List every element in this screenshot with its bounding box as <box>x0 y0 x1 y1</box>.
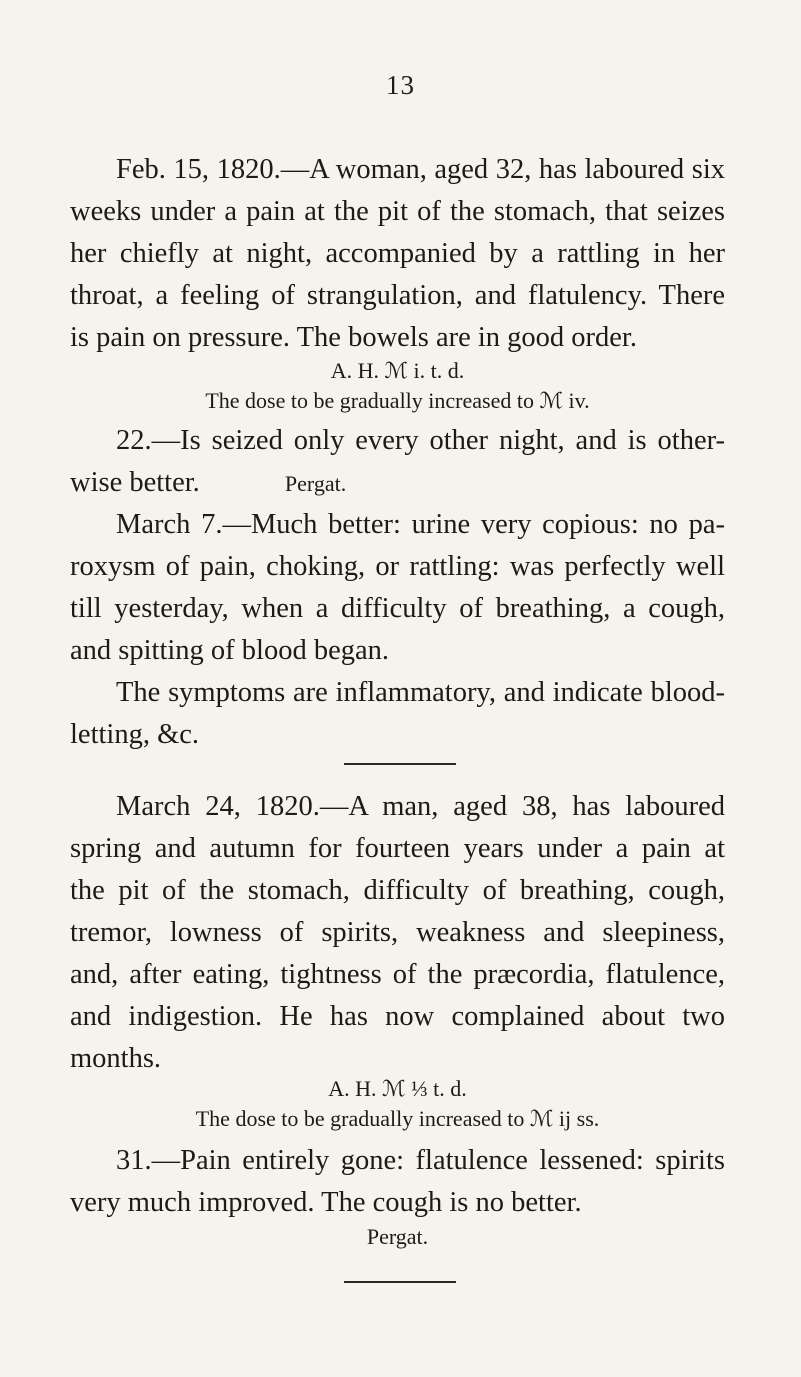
section-divider <box>344 763 456 765</box>
text-line: Feb. 15, 1820.—A woman, aged 32, has laboured six <box>116 154 725 185</box>
text-line: and, after eating, tightness of the præcordia, flatulence, <box>70 959 725 990</box>
text-line: weeks under a pain at the pit of the stomach, that seizes <box>70 196 725 227</box>
case-2-prescription <box>70 1074 725 1134</box>
section-divider <box>344 1281 456 1283</box>
prescription: A. H. ℳ i. t. d. <box>330 358 465 383</box>
text-line: and spitting of blood began. <box>70 635 389 666</box>
text-line: till yesterday, when a difficulty of breathing, a cough, <box>70 593 725 624</box>
text-line: 22.—Is seized only every other night, and is other- <box>116 425 725 456</box>
dose-note: The dose to be gradually increased to ℳ ij ss. <box>195 1106 600 1131</box>
text-line: very much improved. The cough is no better. <box>70 1187 582 1218</box>
text-line: throat, a feeling of strangulation, and flatulency. There <box>70 280 725 311</box>
case-2-pergat: Pergat. <box>366 1224 429 1249</box>
text-fragment: wise better. <box>70 467 200 498</box>
text-line: March 7.—Much better: urine very copious: no pa- <box>116 509 725 540</box>
text-line: and indigestion. He has now complained about two <box>70 1001 725 1032</box>
text-line: March 24, 1820.—A man, aged 38, has laboured <box>116 791 725 822</box>
dose-note: The dose to be gradually increased to ℳ iv. <box>205 388 590 413</box>
case-1-followup-22 <box>70 420 725 505</box>
text-line: letting, &c. <box>70 719 200 750</box>
text-line: roxysm of pain, choking, or rattling: was perfectly well <box>70 551 725 582</box>
case-2-followup-31 <box>70 1140 725 1224</box>
text-line: The symptoms are inflammatory, and indicate blood- <box>116 677 725 708</box>
case-1-followup-march7 <box>70 504 725 672</box>
prescription: A. H. ℳ ⅓ t. d. <box>328 1076 467 1101</box>
text-line: the pit of the stomach, difficulty of breathing, cough, <box>70 875 725 906</box>
text-line: spring and autumn for fourteen years under a pain at <box>70 833 725 864</box>
text-line: is pain on pressure. The bowels are in good order. <box>70 322 637 353</box>
text-line: tremor, lowness of spirits, weakness and sleepiness, <box>70 917 725 948</box>
case-1-intro <box>70 149 725 359</box>
page-number: 13 <box>386 70 415 100</box>
text-line: 31.—Pain entirely gone: flatulence lessened: spirits <box>116 1145 725 1176</box>
case-1-conclusion <box>70 672 725 756</box>
text-line: her chiefly at night, accompanied by a rattling in her <box>70 238 725 269</box>
case-2-intro <box>70 786 725 1080</box>
text-line <box>70 462 725 505</box>
case-1-prescription <box>70 356 725 416</box>
pergat-label: Pergat. <box>284 471 347 496</box>
text-line: months. <box>70 1043 162 1074</box>
